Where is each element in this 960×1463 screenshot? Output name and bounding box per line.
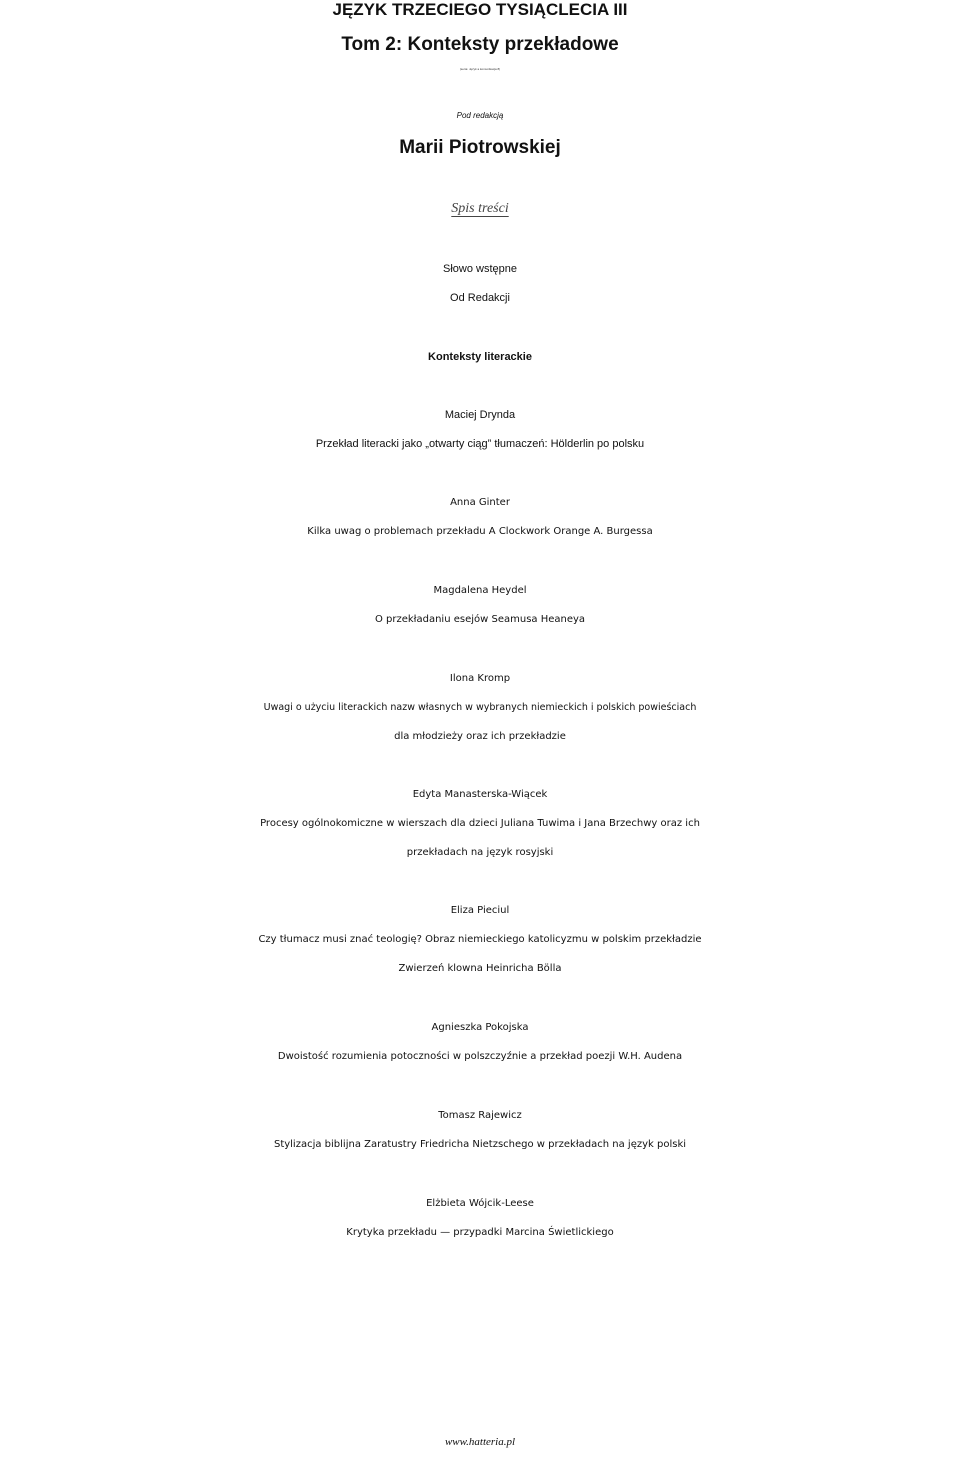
toc-entry-title: Czy tłumacz musi znać teologię? Obraz niemieckiego katolicyzmu w polskim przekładzie	[258, 934, 702, 945]
toc-entry-title: Zwierzeń klowna Heinricha Bölla	[398, 963, 562, 974]
toc-entry-title: Krytyka przekładu — przypadki Marcina Świetlickiego	[346, 1227, 614, 1238]
toc-entry-author: Anna Ginter	[450, 497, 510, 508]
toc-entry-author: Eliza Pieciul	[450, 905, 510, 916]
toc-entry-author: Edyta Manasterska-Wiącek	[412, 789, 548, 800]
toc-entry-author: Tomasz Rajewicz	[438, 1110, 522, 1121]
series-title: JĘZYK TRZECIEGO TYSIĄCLECIA III	[332, 0, 628, 19]
editor-intro: Pod redakcją	[456, 111, 504, 120]
volume-title: Tom 2: Konteksty przekładowe	[341, 34, 619, 55]
toc-entry-author: Elżbieta Wójcik-Leese	[426, 1198, 534, 1209]
toc-entry-title: Procesy ogólnokomiczne w wierszach dla dzieci Juliana Tuwima i Jana Brzechwy oraz ich	[260, 818, 700, 829]
toc-front-matter-item: Słowo wstępne	[443, 263, 517, 275]
toc-entry-title: Uwagi o użyciu literackich nazw własnych w wybranych niemieckich i polskich powieściach	[263, 702, 697, 713]
toc-entry-author: Ilona Kromp	[449, 673, 511, 684]
footer-url[interactable]: www.hatteria.pl	[444, 1436, 516, 1448]
toc-entry-author: Maciej Drynda	[444, 409, 516, 421]
toc-entry-title: Przekład literacki jako „otwarty ciąg” tłumaczeń: Hölderlin po polsku	[315, 438, 645, 450]
toc-front-matter-item: Od Redakcji	[450, 292, 510, 304]
series-note: (seria: Język a komunikacja 8)	[459, 67, 501, 71]
toc-entry-title: dla młodzieży oraz ich przekładzie	[394, 731, 566, 742]
toc-section-heading: Konteksty literackie	[428, 351, 532, 363]
toc-entry-author: Agnieszka Pokojska	[431, 1022, 529, 1033]
toc-entry-title: Stylizacja biblijna Zaratustry Friedricha Nietzschego w przekładach na język polski	[273, 1139, 687, 1150]
toc-entry-title: Kilka uwag o problemach przekładu A Clockwork Orange A. Burgessa	[307, 526, 653, 537]
toc-entry-author: Magdalena Heydel	[433, 585, 527, 596]
toc-entry-title: Dwoistość rozumienia potoczności w polszczyźnie a przekład poezji W.H. Audena	[277, 1051, 683, 1062]
toc-entry-title: O przekładaniu esejów Seamusa Heaneya	[374, 614, 586, 625]
editor-name: Marii Piotrowskiej	[399, 137, 561, 158]
toc-entry-title: przekładach na język rosyjski	[406, 847, 554, 858]
toc-title: Spis treści	[451, 201, 509, 216]
